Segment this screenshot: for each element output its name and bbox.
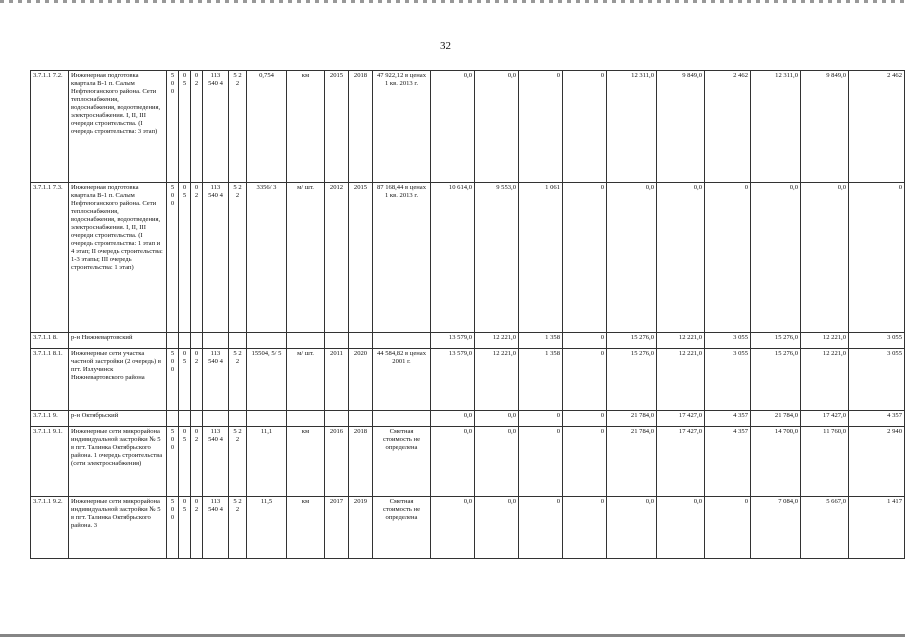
- unit-cell: [287, 333, 325, 349]
- value-cell: 0: [519, 411, 563, 427]
- name-cell: Инженерная подготовка квартала В-1 п. Салым Нефтеюганского района. Сети теплоснабжения, водоснабжения, водоотведения, электроснабжения. I, II, III очереди строительства. (I очередь строительства: 1 этап и 4 этап; II очередь строительства: 1-3 этапы; III очередь строительства: 1 этап): [69, 183, 167, 333]
- value-cell: 12 221,0: [657, 333, 705, 349]
- code-digit-cell: 5 0 0: [167, 427, 179, 497]
- end-year-cell: [349, 411, 373, 427]
- code-digit-cell: [229, 411, 247, 427]
- value-cell: 0,0: [431, 427, 475, 497]
- code-digit-cell: 0 2: [191, 71, 203, 183]
- value-cell: 12 221,0: [801, 349, 849, 411]
- value-cell: 1 417: [849, 497, 905, 559]
- value-cell: 0: [705, 183, 751, 333]
- end-year-cell: 2018: [349, 427, 373, 497]
- code-digit-cell: 113 540 4: [203, 71, 229, 183]
- start-year-cell: 2016: [325, 427, 349, 497]
- value-cell: 17 427,0: [657, 427, 705, 497]
- value-cell: 12 221,0: [475, 333, 519, 349]
- code-digit-cell: 0 2: [191, 183, 203, 333]
- value-cell: 9 553,0: [475, 183, 519, 333]
- value-cell: 17 427,0: [801, 411, 849, 427]
- code-digit-cell: 0 2: [191, 427, 203, 497]
- value-cell: 15 276,0: [607, 349, 657, 411]
- unit-cell: км: [287, 71, 325, 183]
- value-cell: 0: [563, 497, 607, 559]
- code-cell: 3.7.1.1 7.3.: [31, 183, 69, 333]
- value-cell: 12 221,0: [657, 349, 705, 411]
- value-cell: 0,0: [801, 183, 849, 333]
- capacity-cell: 11,1: [247, 427, 287, 497]
- value-cell: 3 055: [705, 333, 751, 349]
- start-year-cell: 2017: [325, 497, 349, 559]
- code-digit-cell: 5 2 2: [229, 427, 247, 497]
- scan-edge-top: [0, 0, 905, 3]
- end-year-cell: 2019: [349, 497, 373, 559]
- scan-edge-bottom: [0, 634, 905, 637]
- table-row: [31, 71, 905, 183]
- value-cell: 0,0: [657, 497, 705, 559]
- code-digit-cell: 0 2: [191, 349, 203, 411]
- estimate-cell: 87 168,44 в ценах 1 кв. 2013 г.: [373, 183, 431, 333]
- end-year-cell: 2020: [349, 349, 373, 411]
- code-digit-cell: [191, 333, 203, 349]
- value-cell: 0: [563, 411, 607, 427]
- value-cell: 4 357: [705, 427, 751, 497]
- code-cell: 3.7.1.1 9.1.: [31, 427, 69, 497]
- code-digit-cell: 5 2 2: [229, 349, 247, 411]
- estimate-cell: [373, 333, 431, 349]
- value-cell: 12 221,0: [475, 349, 519, 411]
- end-year-cell: 2015: [349, 183, 373, 333]
- value-cell: 12 221,0: [801, 333, 849, 349]
- value-cell: 5 667,0: [801, 497, 849, 559]
- code-cell: 3.7.1.1 8.: [31, 333, 69, 349]
- value-cell: 13 579,0: [431, 333, 475, 349]
- investment-table: [30, 70, 905, 559]
- value-cell: 0: [563, 71, 607, 183]
- name-cell: р-н Октябрьский: [69, 411, 167, 427]
- code-digit-cell: 113 540 4: [203, 349, 229, 411]
- code-digit-cell: [191, 411, 203, 427]
- name-cell: Инженерные сети микрорайона индивидуальной застройки № 5 в пгт. Талинка Октябрьского района. 1 очередь строительства (сети электроснабжения): [69, 427, 167, 497]
- value-cell: 0,0: [431, 71, 475, 183]
- code-digit-cell: 0 5: [179, 183, 191, 333]
- code-digit-cell: 5 0 0: [167, 183, 179, 333]
- capacity-cell: [247, 411, 287, 427]
- value-cell: 3 055: [849, 333, 905, 349]
- code-digit-cell: [229, 333, 247, 349]
- table-row: [31, 411, 905, 427]
- value-cell: 1 358: [519, 349, 563, 411]
- estimate-cell: [373, 411, 431, 427]
- value-cell: 7 084,0: [751, 497, 801, 559]
- start-year-cell: [325, 333, 349, 349]
- name-cell: Инженерная подготовка квартала В-1 п. Салым Нефтеюганского района. Сети теплоснабжения, водоснабжения, водоотведения, электроснабжения. I, II, III очереди строительства. (I очередь строительства: 3 этап): [69, 71, 167, 183]
- value-cell: 0: [563, 349, 607, 411]
- code-digit-cell: 5 0 0: [167, 71, 179, 183]
- value-cell: 2 940: [849, 427, 905, 497]
- code-digit-cell: [179, 411, 191, 427]
- estimate-cell: Сметная стоимость не определена: [373, 427, 431, 497]
- start-year-cell: 2012: [325, 183, 349, 333]
- code-digit-cell: 0 2: [191, 497, 203, 559]
- value-cell: 0: [519, 427, 563, 497]
- value-cell: 17 427,0: [657, 411, 705, 427]
- capacity-cell: [247, 333, 287, 349]
- value-cell: 0: [563, 333, 607, 349]
- value-cell: 4 357: [705, 411, 751, 427]
- table-row: [31, 427, 905, 497]
- value-cell: 0,0: [431, 497, 475, 559]
- value-cell: 21 784,0: [607, 427, 657, 497]
- value-cell: 0,0: [657, 183, 705, 333]
- code-digit-cell: 0 5: [179, 427, 191, 497]
- code-cell: 3.7.1.1 8.1.: [31, 349, 69, 411]
- value-cell: 15 276,0: [751, 349, 801, 411]
- value-cell: 0,0: [475, 411, 519, 427]
- value-cell: 0,0: [475, 427, 519, 497]
- unit-cell: км: [287, 427, 325, 497]
- value-cell: 0: [849, 183, 905, 333]
- value-cell: 1 358: [519, 333, 563, 349]
- value-cell: 15 276,0: [751, 333, 801, 349]
- code-digit-cell: [167, 333, 179, 349]
- start-year-cell: [325, 411, 349, 427]
- code-digit-cell: [203, 411, 229, 427]
- value-cell: 12 311,0: [751, 71, 801, 183]
- value-cell: 0: [519, 71, 563, 183]
- end-year-cell: 2018: [349, 71, 373, 183]
- value-cell: 21 784,0: [751, 411, 801, 427]
- value-cell: 2 462: [849, 71, 905, 183]
- start-year-cell: 2015: [325, 71, 349, 183]
- value-cell: 2 462: [705, 71, 751, 183]
- unit-cell: км: [287, 497, 325, 559]
- value-cell: 11 760,0: [801, 427, 849, 497]
- name-cell: р-н Нижневартовский: [69, 333, 167, 349]
- value-cell: 0,0: [607, 497, 657, 559]
- table-row: [31, 349, 905, 411]
- value-cell: 1 061: [519, 183, 563, 333]
- code-digit-cell: 113 540 4: [203, 497, 229, 559]
- estimate-cell: Сметная стоимость не определена: [373, 497, 431, 559]
- code-digit-cell: 0 5: [179, 497, 191, 559]
- value-cell: 0: [705, 497, 751, 559]
- estimate-cell: 44 584,82 в ценах 2001 г.: [373, 349, 431, 411]
- value-cell: 0,0: [751, 183, 801, 333]
- value-cell: 13 579,0: [431, 349, 475, 411]
- code-digit-cell: 5 2 2: [229, 71, 247, 183]
- code-digit-cell: 5 2 2: [229, 183, 247, 333]
- value-cell: 0,0: [475, 71, 519, 183]
- value-cell: 0: [519, 497, 563, 559]
- value-cell: 0,0: [431, 411, 475, 427]
- value-cell: 4 357: [849, 411, 905, 427]
- unit-cell: м/ шт.: [287, 183, 325, 333]
- value-cell: 12 311,0: [607, 71, 657, 183]
- code-cell: 3.7.1.1 9.: [31, 411, 69, 427]
- table-row: [31, 333, 905, 349]
- value-cell: 0,0: [607, 183, 657, 333]
- value-cell: 14 700,0: [751, 427, 801, 497]
- code-digit-cell: 0 5: [179, 349, 191, 411]
- code-digit-cell: [203, 333, 229, 349]
- code-digit-cell: [167, 411, 179, 427]
- code-digit-cell: 5 0 0: [167, 497, 179, 559]
- code-digit-cell: 5 2 2: [229, 497, 247, 559]
- end-year-cell: [349, 333, 373, 349]
- value-cell: 0: [563, 427, 607, 497]
- code-digit-cell: [179, 333, 191, 349]
- value-cell: 3 055: [705, 349, 751, 411]
- value-cell: 10 614,0: [431, 183, 475, 333]
- table-row: [31, 183, 905, 333]
- code-digit-cell: 5 0 0: [167, 349, 179, 411]
- value-cell: 3 055: [849, 349, 905, 411]
- unit-cell: [287, 411, 325, 427]
- code-cell: 3.7.1.1 9.2.: [31, 497, 69, 559]
- name-cell: Инженерные сети участка частной застройки (2 очередь) в пгт. Излучинск Нижневартовского района: [69, 349, 167, 411]
- capacity-cell: 0,754: [247, 71, 287, 183]
- value-cell: 9 849,0: [801, 71, 849, 183]
- page-number: 32: [440, 40, 451, 52]
- start-year-cell: 2011: [325, 349, 349, 411]
- value-cell: 21 784,0: [607, 411, 657, 427]
- estimate-cell: 47 922,12 в ценах 1 кв. 2013 г.: [373, 71, 431, 183]
- capacity-cell: 3356/ 3: [247, 183, 287, 333]
- code-digit-cell: 0 5: [179, 71, 191, 183]
- name-cell: Инженерные сети микрорайона индивидуальной застройки № 5 в пгт. Талинка Октябрьского района. 3: [69, 497, 167, 559]
- code-digit-cell: 113 540 4: [203, 183, 229, 333]
- value-cell: 15 276,0: [607, 333, 657, 349]
- capacity-cell: 11,5: [247, 497, 287, 559]
- code-cell: 3.7.1.1 7.2.: [31, 71, 69, 183]
- capacity-cell: 15504, 5/ 5: [247, 349, 287, 411]
- value-cell: 0,0: [475, 497, 519, 559]
- value-cell: 0: [563, 183, 607, 333]
- code-digit-cell: 113 540 4: [203, 427, 229, 497]
- table-row: [31, 497, 905, 559]
- value-cell: 9 849,0: [657, 71, 705, 183]
- unit-cell: м/ шт.: [287, 349, 325, 411]
